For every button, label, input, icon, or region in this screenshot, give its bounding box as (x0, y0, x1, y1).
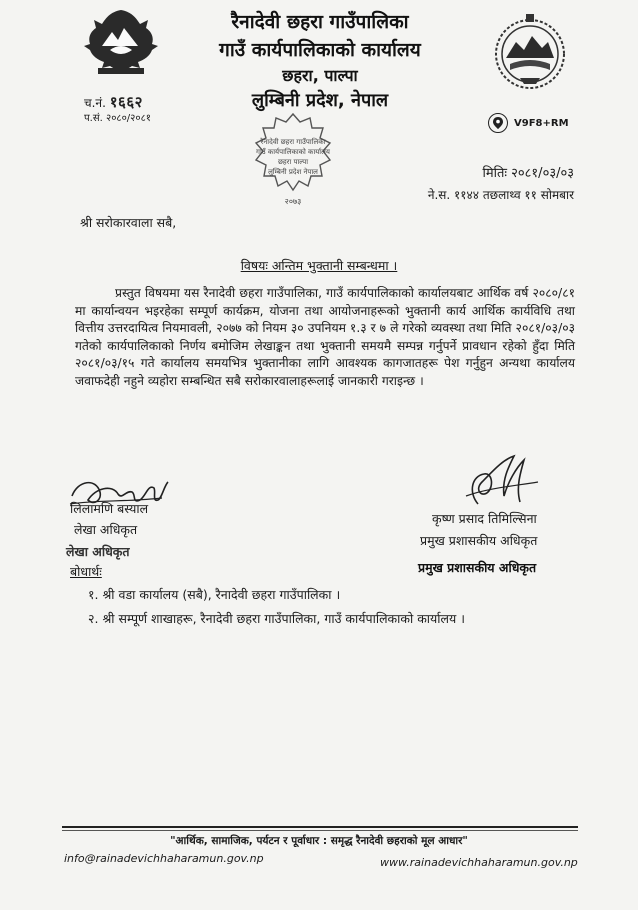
signatory-left-name: लिलामणि बस्याल (70, 501, 149, 516)
footer-website: www.rainadevichhaharamun.gov.np (380, 856, 578, 869)
signatory-left-stamp: लेखा अधिकृत (66, 544, 130, 559)
stamp-line-1: रैनादेवी छहरा गाउँपालिका (260, 138, 326, 146)
office-stamp (238, 110, 348, 208)
office-address: छहरा, पाल्पा (282, 66, 358, 85)
cc-item: २. श्री सम्पूर्ण शाखाहरू, रैनादेवी छहरा गाउँपालिका, गाउँ कार्यपालिकाको कार्यालय । (88, 611, 465, 626)
cc-list (88, 583, 465, 631)
org-name: रैनादेवी छहरा गाउँपालिका (231, 11, 409, 33)
patra-sankhya (84, 110, 151, 124)
chalani-label: च.नं. (84, 96, 106, 110)
chalani-value: १६६२ (109, 93, 143, 111)
municipality-logo-icon (490, 12, 570, 92)
stamp-line-5: २०७३ (284, 197, 302, 206)
subject-text: विषयः अन्तिम भुक्तानी सम्बन्धमा । (240, 258, 398, 273)
signatory-right-name: कृष्ण प्रसाद तिमिल्सिना (432, 511, 537, 526)
footer-divider-thin (62, 830, 578, 831)
nepal-sambat-date: ने.स. ११४४ तछलाथ्व ११ सोमबार (427, 188, 574, 202)
plus-code-text: V9F8+RM (514, 117, 569, 129)
stamp-line-2: गाउँ कार्यपालिकाको कार्यालय (256, 148, 330, 156)
signatory-right-stamp: प्रमुख प्रशासकीय अधिकृत (418, 560, 537, 575)
letter-body-text: प्रस्तुत विषयमा यस रैनादेवी छहरा गाउँपालिका, गाउँ कार्यपालिकाको कार्यालयबाट आर्थिक वर्ष २०८०/८१ मा कार्यान्वयन भइरहेका सम्पूर्ण कार्यक्रम, योजना तथा आयोजनाहरूको भुक्तानी कार्य आर्थिक कार्यविधि तथा वित्तीय उत्तरदायित्व नियमावली, २०७७ को नियम ३० उपनियम १.३ र ७ ले गरेको व्यवस्था तथा मिति २०८१/०३/०३ गतेको कार्यपालिकाको निर्णय बमोजिम लेखाङ्कन तथा भुक्तानी समयमै सम्पन्न गर्नुपर्ने प्रावधान रहेको हुँदा मिति २०८१/०३/१५ गते कार्यालय समयभित्र भुक्तानीका लागि आवश्यक कागजातहरू पेश गर्नुहुन अन्यथा कार्यालय जवाफदेही नहुने व्यहोरा सम्बन्धित सबै सरोकारवालाहरूलाई जानकारी गराइन्छ । (75, 286, 575, 388)
province-name: लुम्बिनी प्रदेश, नेपाल (251, 90, 389, 111)
plus-code (488, 113, 569, 133)
salutation: श्री सरोकारवाला सबै, (80, 215, 177, 230)
signatory-left-title: लेखा अधिकृत (74, 522, 138, 537)
stamp-line-3: छहरा पाल्पा (277, 158, 309, 166)
cc-item: १. श्री वडा कार्यालय (सबै), रैनादेवी छहरा गाउँपालिका । (88, 587, 341, 602)
letter-body (75, 285, 575, 391)
signatory-right-title: प्रमुख प्रशासकीय अधिकृत (420, 533, 538, 548)
subject-line (0, 257, 638, 274)
signature-right-icon (458, 452, 544, 516)
footer-email: info@rainadevichhaharamun.gov.np (64, 852, 264, 865)
letter-date: मितिः २०८१/०३/०३ (482, 166, 574, 181)
footer-divider (62, 826, 578, 828)
stamp-line-4: लुम्बिनी प्रदेश नेपाल (268, 168, 318, 176)
patra-label: प.सं. (84, 113, 103, 124)
patra-value: २०८०/२०८१ (106, 113, 151, 124)
chalani-number (84, 92, 143, 112)
footer-tagline: "आर्थिक, सामाजिक, पर्यटन र पूर्वाधार : समृद्ध रैनादेवी छहराको मूल आधार" (170, 835, 468, 847)
office-name: गाउँ कार्यपालिकाको कार्यालय (219, 39, 421, 61)
location-pin-icon (488, 113, 508, 133)
bodharth-label: बोधार्थः (70, 564, 102, 579)
